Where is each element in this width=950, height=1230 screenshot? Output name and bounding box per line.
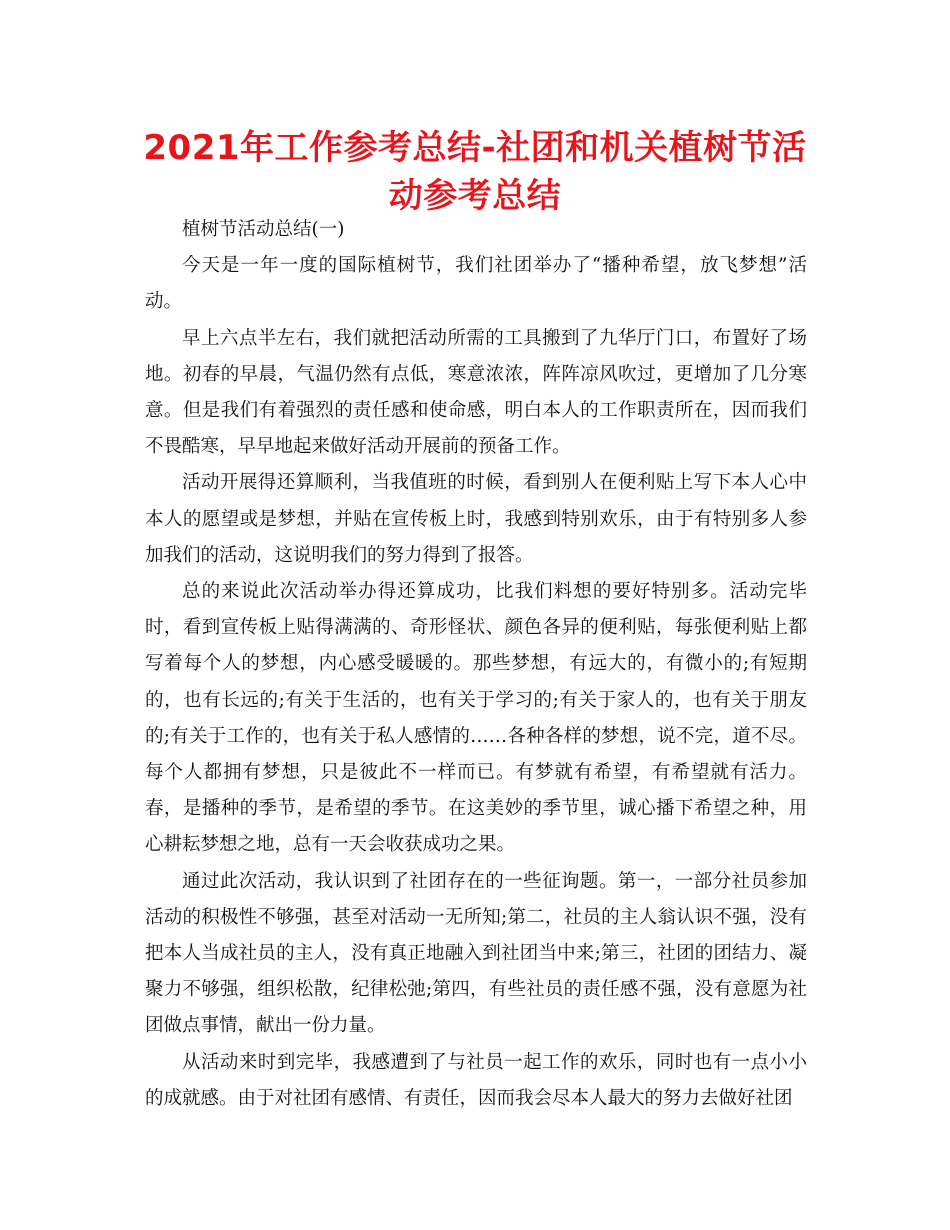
paragraph: 今天是一年一度的国际植树节，我们社团举办了“播种希望，放飞梦想”活动。 [145,255,807,313]
paragraph: 通过此次活动，我认识到了社团存在的一些征询题。第一，一部分社员参加活动的积极性不够强，甚至对活动一无所知;第二，社员的主人翁认识不强，没有把本人当成社员的主人，没有真正地融入到社团当中来;第三，社团的团结力、凝聚力不够强，组织松散，纪律松弛;第四，有些社员的责任感不强，没有意愿为社团做点事情，献出一份力量。 [145,870,807,1037]
paragraph: 活动开展得还算顺利，当我值班的时候，看到别人在便利贴上写下本人心中本人的愿望或是梦想，并贴在宣传板上时，我感到特别欢乐，由于有特别多人参加我们的活动，这说明我们的努力得到了报答。 [145,472,807,566]
paragraph: 早上六点半左右，我们就把活动所需的工具搬到了九华厅门口，布置好了场地。初春的早晨，气温仍然有点低，寒意浓浓，阵阵凉风吹过，更增加了几分寒意。但是我们有着强烈的责任感和使命感，明白本人的工作职责所在，因而我们不畏酷寒，早早地起来做好活动开展前的预备工作。 [145,327,807,458]
paragraph: 总的来说此次活动举办得还算成功，比我们料想的要好特别多。活动完毕时，看到宣传板上贴得满满的、奇形怪状、颜色各异的便利贴，每张便利贴上都写着每个人的梦想，内心感受暖暖的。那些梦想，有远大的，有微小的;有短期的，也有长远的;有关于生活的，也有关于学习的;有关于家人的，也有关于朋友的;有关于工作的，也有关于私人感情的……各种各样的梦想，说不完，道不尽。每个人都拥有梦想，只是彼此不一样而已。有梦就有希望，有希望就有活力。春，是播种的季节，是希望的季节。在这美妙的季节里，诚心播下希望之种，用心耕耘梦想之地，总有一天会收获成功之果。 [145,581,807,856]
document-title: 2021年工作参考总结-社团和机关植树节活动参考总结 [143,128,807,216]
section-heading: 植树节活动总结(一) [182,219,345,240]
paragraph: 从活动来时到完毕，我感遭到了与社员一起工作的欢乐，同时也有一点小小的成就感。由于对社团有感情、有责任，因而我会尽本人最大的努力去做好社团 [145,1051,807,1109]
document-body [145,212,807,1117]
